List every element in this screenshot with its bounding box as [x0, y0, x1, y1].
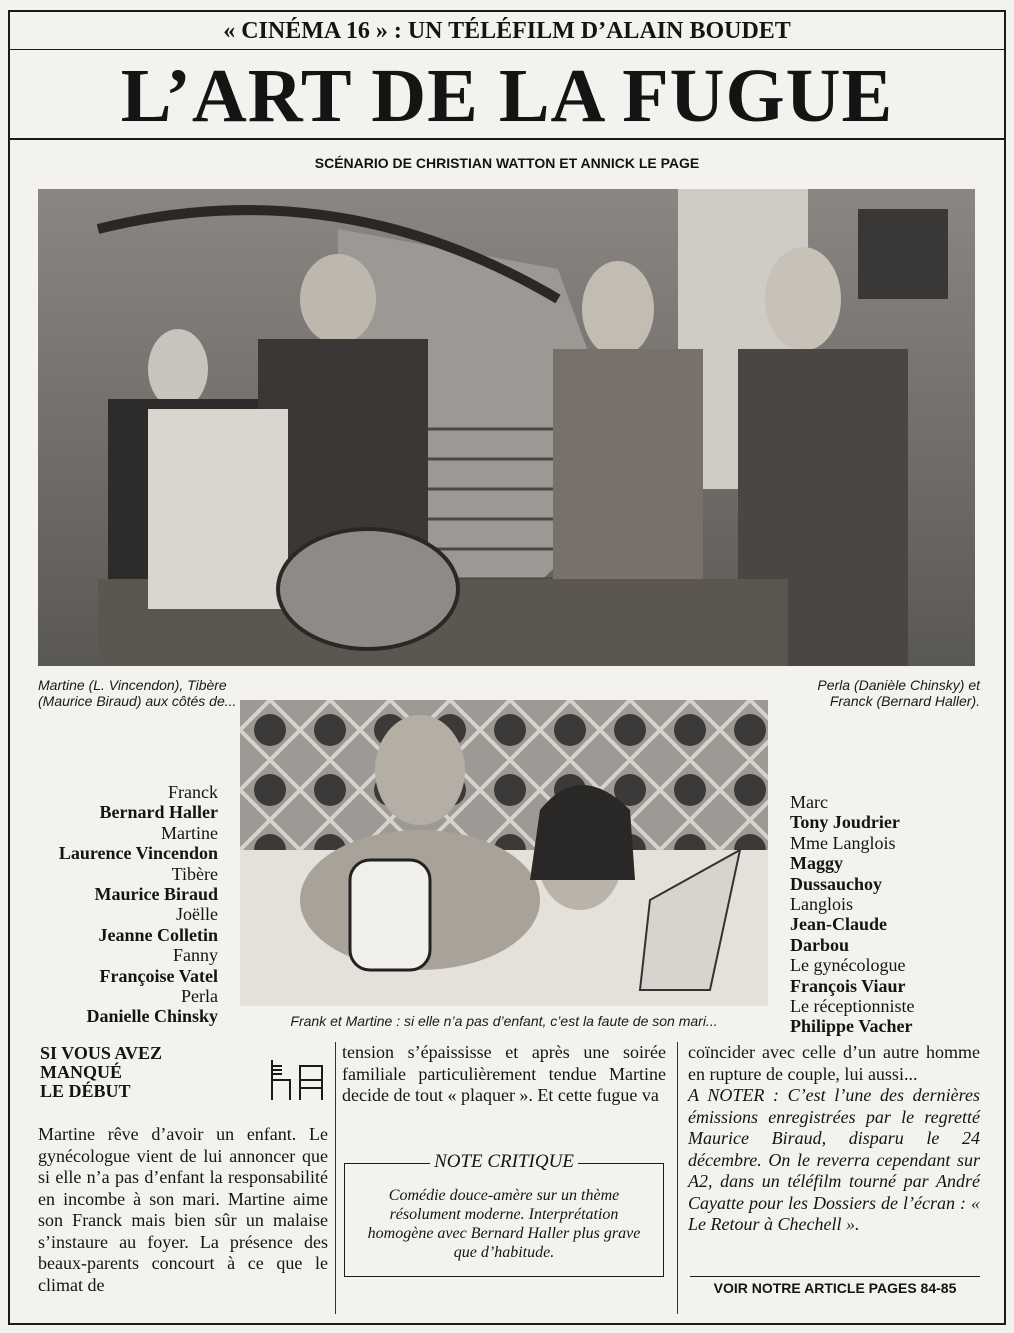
cast-actor: Tony Joudrier: [790, 812, 900, 833]
cast-actor: Maurice Biraud: [94, 884, 218, 905]
summary-text: coïncider avec celle d’un autre homme en rupture de couple, lui aussi...: [688, 1042, 980, 1084]
cast-actor: François Viaur: [790, 975, 906, 996]
see-article-link: VOIR NOTRE ARTICLE PAGES 84-85: [690, 1276, 980, 1297]
summary-column-3: [688, 1042, 980, 1236]
cast-actor: Dussauchoy: [790, 873, 883, 894]
cast-actor: Maggy: [790, 853, 843, 874]
summary-title-line: LE DÉBUT: [40, 1081, 131, 1101]
cast-actor: Jeanne Colletin: [98, 924, 218, 945]
note-critique-title-wrap: [345, 1151, 663, 1173]
summary-column-2: tension s’épaississe et après une soirée familiale particulièrement tendue Martine decide de tout « plaquer ». Et cette fugue va: [342, 1042, 666, 1105]
chairs-icon: [268, 1058, 326, 1102]
column-rule: [335, 1042, 336, 1314]
cast-actor: Laurence Vincendon: [58, 843, 218, 864]
cast-actor: Bernard Haller: [99, 802, 218, 823]
cast-role: Tibère: [171, 863, 218, 884]
caption-left: Martine (L. Vincendon), Tibère (Maurice Biraud) aux côtés de...: [38, 677, 237, 709]
note-critique-body: Comédie douce-amère sur un thème résolument moderne. Interprétation homogène avec Bernard Haller plus grave que d’habitude.: [367, 1187, 641, 1261]
cast-role: Perla: [181, 986, 218, 1007]
cast-role: Mme Langlois: [790, 832, 896, 853]
caption-bottom: Frank et Martine : si elle n’a pas d’enfant, c’est la faute de son mari...: [290, 1013, 718, 1029]
column-rule: [677, 1042, 678, 1314]
summary-column-1: Martine rêve d’avoir un enfant. Le gynécologue vient de lui annoncer que si elle n’a pas d’enfant la responsabilité en incombe à son mari. Martine aime son Franck mais bien sûr un malaise s’instaure au foyer. La présence des beaux-parents concourt à ce que le climat de: [38, 1124, 328, 1295]
credits: SCÉNARIO DE CHRISTIAN WATTON ET ANNICK LE PAGE: [314, 155, 700, 171]
cast-role: Le gynécologue: [790, 955, 906, 976]
photo-bed-scene: [240, 700, 768, 1006]
cast-actor: Danielle Chinsky: [86, 1006, 218, 1027]
cast-role: Joëlle: [176, 904, 218, 925]
cast-actor: Jean-Claude: [790, 914, 888, 935]
cast-role: Langlois: [790, 894, 853, 915]
page-title: L’ART DE LA FUGUE: [8, 52, 1006, 140]
caption-right: Perla (Danièle Chinsky) et Franck (Bernard Haller).: [817, 677, 980, 709]
summary-title-line: SI VOUS AVEZ: [40, 1043, 163, 1063]
cast-actor: Philippe Vacher: [790, 1016, 913, 1037]
note-text: A NOTER : C’est l’une des dernières émissions enregistrées par le regretté Maurice Biraud, disparu le 24 décembre. On le reverra cependant sur A2, dans un téléfilm tourné par André Cayatte pour les Dossiers de l’écran : « Le Retour à Chechell ».: [688, 1085, 980, 1234]
cast-role: Franck: [168, 782, 218, 802]
kicker: « CINÉMA 16 » : UN TÉLÉFILM D’ALAIN BOUDET: [8, 12, 1006, 50]
cast-role: Le réceptionniste: [790, 996, 915, 1017]
cast-role: Marc: [790, 792, 828, 812]
cast-role: Fanny: [173, 945, 218, 966]
note-critique-title: NOTE CRITIQUE: [430, 1151, 578, 1172]
cast-list-right: [790, 792, 990, 1037]
summary-title-line: MANQUÉ: [40, 1062, 122, 1082]
photo-staircase-scene: [38, 189, 975, 666]
cast-list-left: [38, 782, 218, 1027]
cast-actor: Darbou: [790, 934, 850, 955]
note-critique-box: [344, 1151, 664, 1277]
cast-actor: Françoise Vatel: [99, 965, 218, 986]
cast-role: Martine: [161, 822, 218, 843]
summary-title: [40, 1044, 260, 1101]
